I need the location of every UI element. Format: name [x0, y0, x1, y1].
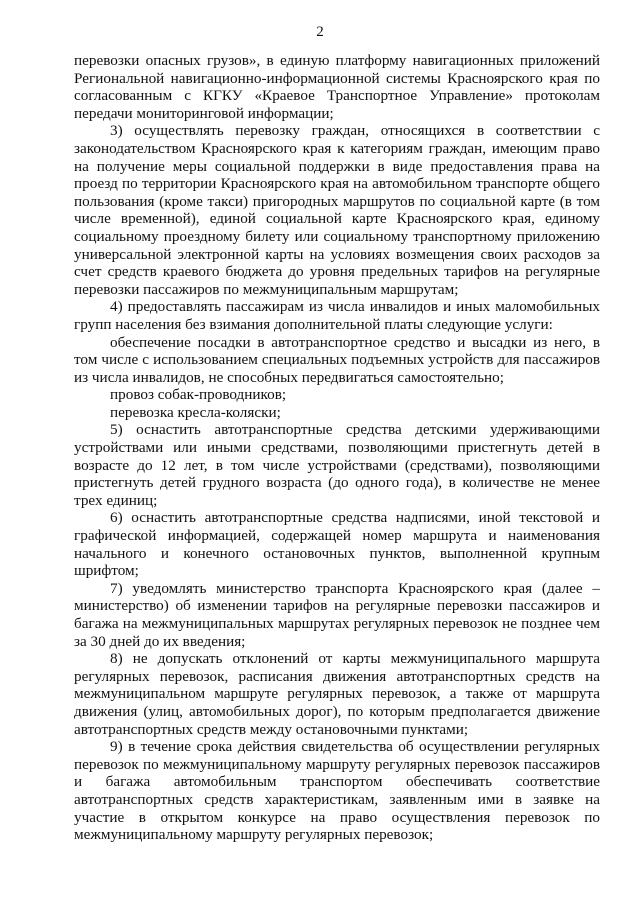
paragraph-item-9: 9) в течение срока действия свидетельства об осуществлении регулярных перевозок по межмуниципальному маршруту регулярных перевозок пассажиров и багажа автомобильным транспортом обеспечивать соответствие автотранспортных средств характеристикам, заявленным ими в заявке на участие в открытом конкурсе на право осуществления перевозок по межмуниципальному маршруту регулярных перевозок; — [74, 738, 600, 844]
paragraph-item-6: 6) оснастить автотранспортные средства надписями, иной текстовой и графической информацией, содержащей номер маршрута и наименования начального и конечного остановочных пунктов, выполненной крупным шрифтом; — [74, 509, 600, 580]
paragraph-service-wheelchair: перевозка кресла-коляски; — [110, 403, 281, 421]
paragraph-item-5: 5) оснастить автотранспортные средства детскими удерживающими устройствами или иными средствами, позволяющими пристегнуть детей в возрасте до 12 лет, в том числе устройствами (средствами), позволяющими пристегнуть детей грудного возраста (до одного года), в количестве не менее трех единиц; — [74, 421, 600, 509]
paragraph-item-8: 8) не допускать отклонений от карты межмуниципального маршрута регулярных перевозок, расписания движения автотранспортных средств на межмуниципальном маршруте регулярных перевозок, а также от маршрута движения (улиц, автомобильных дорог), по которым предполагается движение автотранспортных средств между остановочными пунктами; — [74, 650, 600, 738]
paragraph-service-boarding: обеспечение посадки в автотранспортное средство и высадки из него, в том числе с использованием специальных подъемных устройств для пассажиров из числа инвалидов, не способных передвигаться самостоятельно; — [74, 333, 600, 386]
paragraph-item-7: 7) уведомлять министерство транспорта Красноярского края (далее – министерство) об изменении тарифов на регулярные перевозки пассажиров и багажа на межмуниципальных маршрутах регулярных перевозок не позднее чем за 30 дней до их введения; — [74, 579, 600, 650]
paragraph-item-3: 3) осуществлять перевозку граждан, относящихся в соответствии с законодательством Красноярского края к категориям граждан, имеющим право на получение меры социальной поддержки в виде предоставления права на проезд по территории Красноярского края на автомобильном транспорте общего пользования (кроме такси) пригородных маршрутов по социальной карте (в том числе временной), единой социальной карте Красноярского края, единому социальному проездному билету или социальному транспортному приложению универсальной электронной карты на условиях возмещения своих расходов за счет средств краевого бюджета до уровня предельных тарифов на регулярные перевозки пассажиров по межмуниципальным маршрутам; — [74, 122, 600, 298]
paragraph-item-4: 4) предоставлять пассажирам из числа инвалидов и иных маломобильных групп населения без взимания дополнительной платы следующие услуги: — [74, 298, 600, 333]
document-body — [74, 52, 600, 844]
page-number: 2 — [316, 24, 324, 40]
paragraph-service-guide-dogs: провоз собак-проводников; — [110, 386, 287, 404]
paragraph-continuation: перевозки опасных грузов», в единую платформу навигационных приложений Региональной навигационно-информационной системы Красноярского края по согласованным с КГКУ «Краевое Транспортное Управление» протоколам передачи мониторинговой информации; — [74, 52, 600, 122]
